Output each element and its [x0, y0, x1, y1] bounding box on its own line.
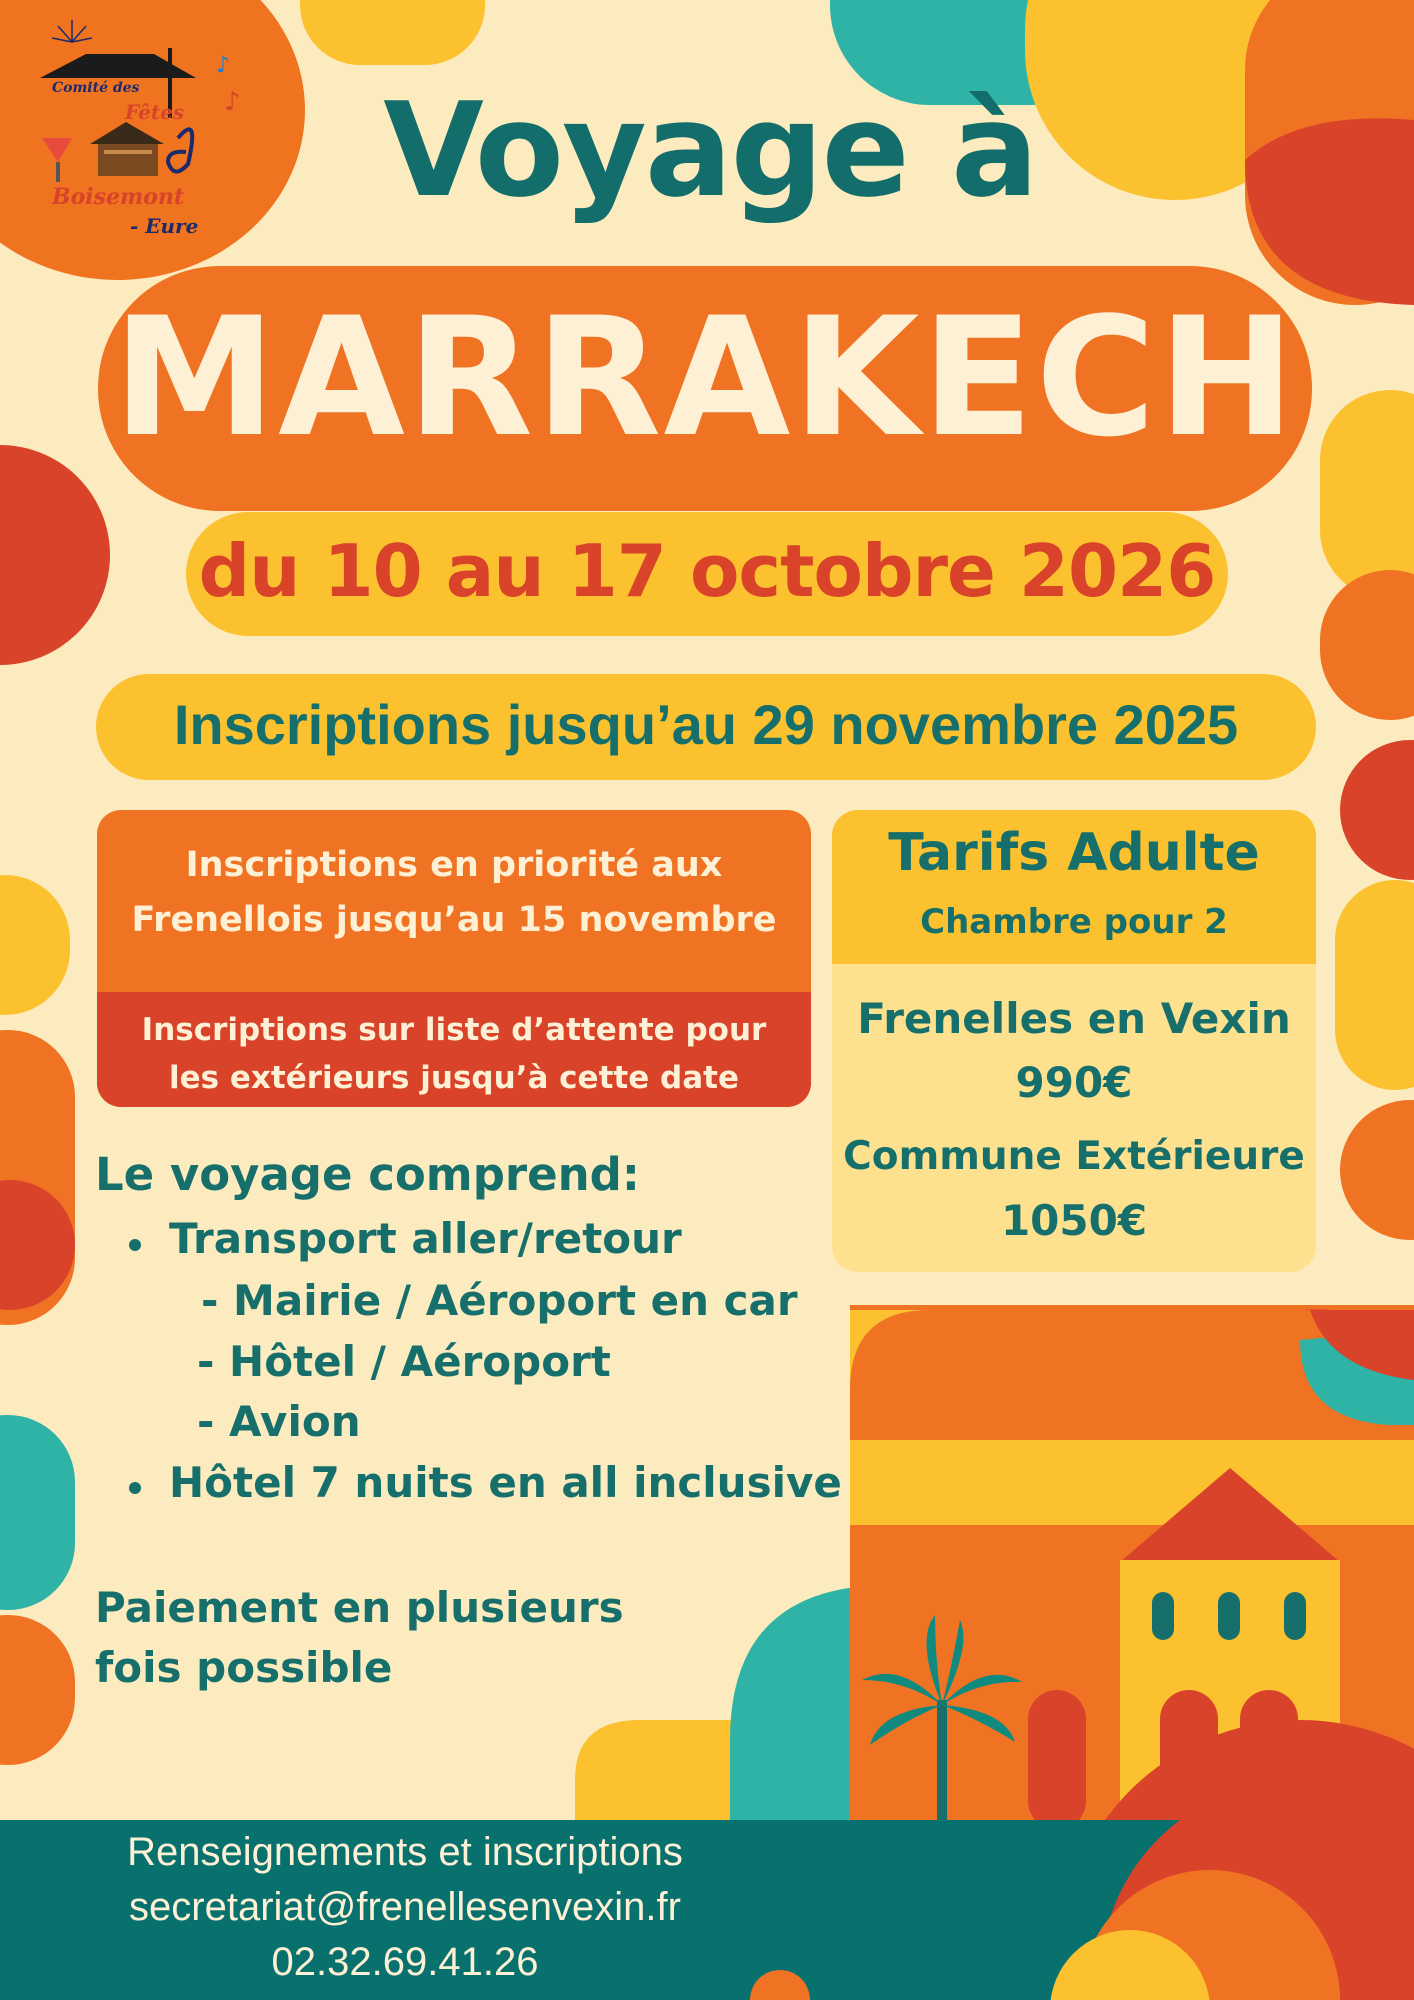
outside-price: 1050€: [1000, 1196, 1148, 1245]
registration-deadline: Inscriptions jusqu’au 29 novembre 2025: [173, 693, 1239, 756]
included-item-transport: Transport aller/retour: [169, 1214, 682, 1263]
logo-line-4: - Eure: [130, 214, 199, 238]
footer-phone[interactable]: 02.32.69.41.26: [271, 1940, 539, 1984]
destination-title: MARRAKECH: [112, 282, 1298, 473]
included-sub-avion: - Avion: [197, 1397, 361, 1446]
included-title: Le voyage comprend:: [95, 1148, 640, 1201]
priority-line-2: Frenellois jusqu’au 15 novembre: [131, 900, 777, 940]
priority-line-1: Inscriptions en priorité aux: [185, 845, 723, 885]
title-line-1: Voyage à: [383, 74, 1037, 226]
logo-line-1: Comité des: [52, 80, 140, 96]
pricing-box: [832, 810, 1316, 1272]
local-price-label: Frenelles en Vexin: [857, 994, 1291, 1043]
footer-email[interactable]: secretariat@frenellesenvexin.fr: [129, 1885, 681, 1929]
included-item-hotel: Hôtel 7 nuits en all inclusive: [169, 1458, 842, 1507]
outside-price-label: Commune Extérieure: [843, 1134, 1305, 1179]
included-sub-hotel: - Hôtel / Aéroport: [197, 1337, 611, 1386]
svg-text:♪: ♪: [224, 87, 241, 117]
bullet-icon: [129, 1482, 141, 1494]
pricing-title: Tarifs Adulte: [888, 823, 1260, 883]
waiting-list-line-1: Inscriptions sur liste d’attente pour: [141, 1012, 767, 1048]
waiting-list-text: [97, 1006, 811, 1102]
payment-note: Paiement en plusieurs fois possible: [95, 1583, 624, 1692]
svg-text:♪: ♪: [216, 53, 231, 78]
bullet-icon: [129, 1239, 141, 1251]
priority-box: [97, 810, 811, 1107]
logo-line-2: Fêtes: [125, 100, 185, 124]
local-price: 990€: [1015, 1058, 1133, 1107]
pricing-subtitle: Chambre pour 2: [920, 902, 1228, 942]
logo-line-3: Boisemont: [52, 184, 185, 210]
trip-dates: du 10 au 17 octobre 2026: [198, 529, 1216, 613]
included-sub-mairie: - Mairie / Aéroport en car: [201, 1276, 798, 1325]
waiting-list-line-2: les extérieurs jusqu’à cette date: [168, 1060, 739, 1096]
priority-text: [97, 838, 811, 948]
footer-info-label: Renseignements et inscriptions: [127, 1830, 683, 1874]
